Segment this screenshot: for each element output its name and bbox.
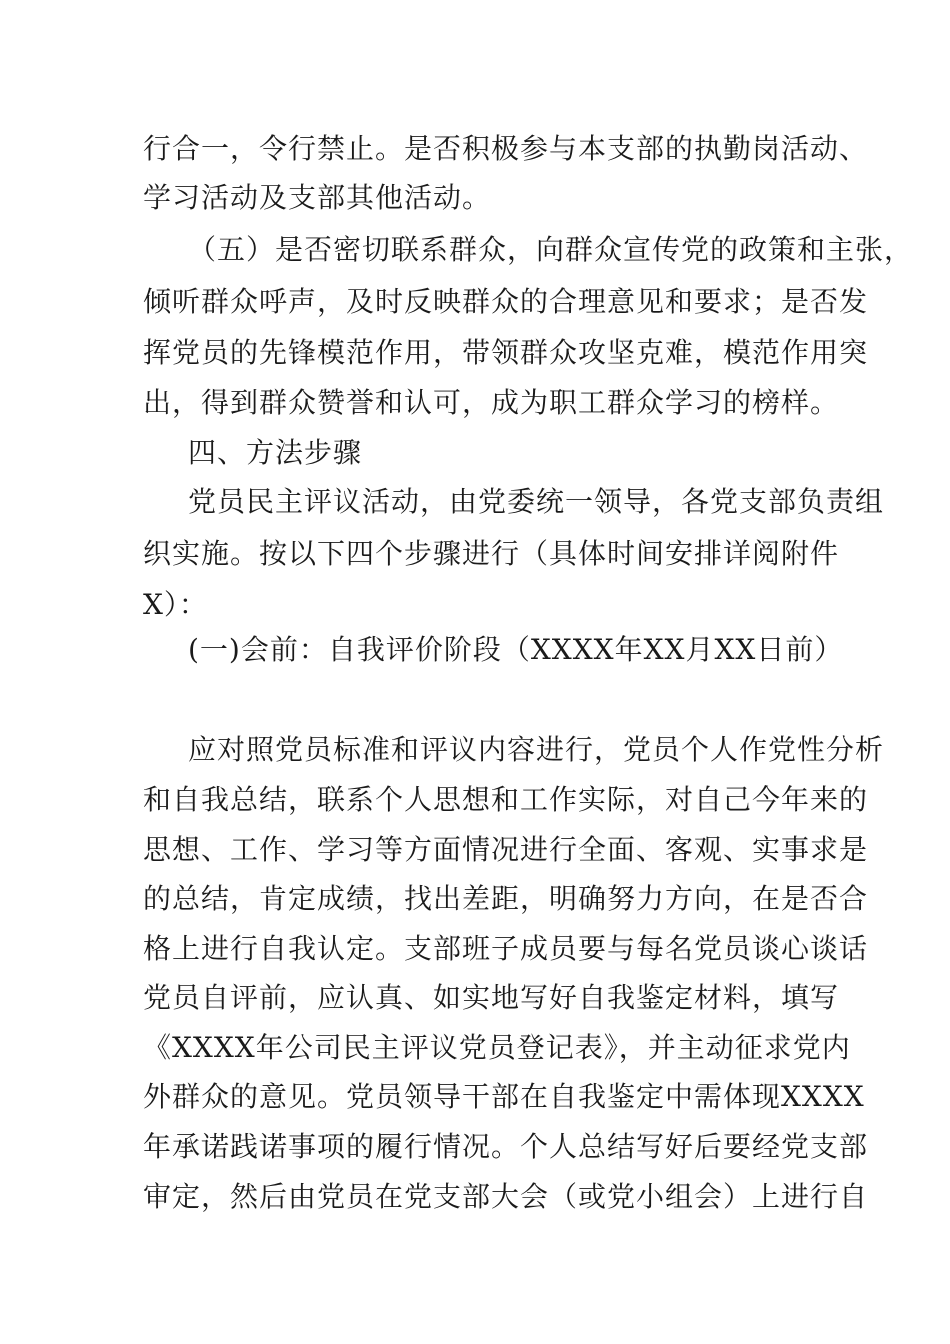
text-line: 织实施。按以下四个步骤进行（具体时间安排详阅附件 [143, 537, 840, 570]
text-line: 倾听群众呼声，及时反映群众的合理意见和要求；是否发 [143, 285, 869, 318]
section-heading: 四、方法步骤 [188, 436, 363, 469]
text-line: 思想、工作、学习等方面情况进行全面、客观、实事求是 [143, 833, 869, 866]
text-line: 党员自评前，应认真、如实地写好自我鉴定材料，填写 [143, 981, 840, 1014]
subsection-heading: (一)会前：自我评价阶段（XXXX年XX月XX日前） [188, 633, 844, 666]
text-line: 党员民主评议活动，由党委统一领导，各党支部负责组 [188, 485, 885, 518]
text-line: 格上进行自我认定。支部班子成员要与每名党员谈心谈话 [143, 932, 869, 965]
section-five-line: （五）是否密切联系群众，向群众宣传党的政策和主张， [188, 233, 914, 266]
text-line: 和自我总结，联系个人思想和工作实际，对自己今年来的 [143, 783, 869, 816]
text-line: 挥党员的先锋模范作用，带领群众攻坚克难，模范作用突 [143, 336, 869, 369]
text-line: 年承诺践诺事项的履行情况。个人总结写好后要经党支部 [143, 1130, 869, 1163]
text-line: 行合一，令行禁止。是否积极参与本支部的执勤岗活动、 [143, 132, 869, 165]
text-line: 出，得到群众赞誉和认可，成为职工群众学习的榜样。 [143, 386, 840, 419]
text-line: 应对照党员标准和评议内容进行，党员个人作党性分析 [188, 733, 885, 766]
text-line: 的总结，肯定成绩，找出差距，明确努力方向，在是否合 [143, 882, 869, 915]
text-line: 学习活动及支部其他活动。 [143, 181, 492, 214]
text-line: 审定，然后由党员在党支部大会（或党小组会）上进行自 [143, 1180, 869, 1213]
text-line: X）： [143, 588, 208, 621]
text-line: 《XXXX年公司民主评议党员登记表》，并主动征求党内 [143, 1031, 851, 1064]
text-line: 外群众的意见。党员领导干部在自我鉴定中需体现XXXX [143, 1080, 865, 1113]
